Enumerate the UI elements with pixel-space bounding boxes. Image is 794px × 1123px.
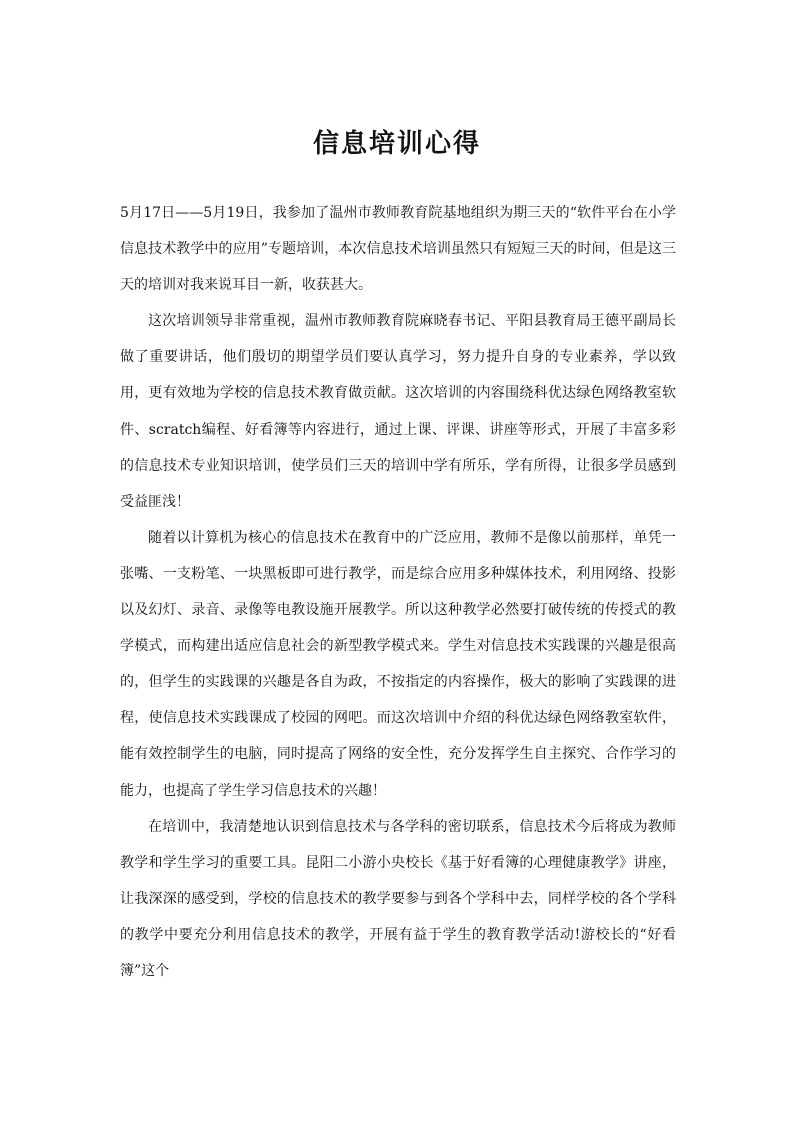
document-body [120, 195, 676, 989]
paragraph-leadership: 这次培训领导非常重视，温州市教师教育院麻晓春书记、平阳县教育局王德平副局长做了重要讲话，他们殷切的期望学员们要认真学习，努力提升自身的专业素养，学以致用，更有效地为学校的信息技术教育做贡献。这次培训的内容围绕科优达绿色网络教室软件、scratch编程、好看簿等内容进行，通过上课、评课、讲座等形式，开展了丰富多彩的信息技术专业知识培训，使学员们三天的培训中学有所乐，学有所得，让很多学员感到受益匪浅！ [120, 313, 676, 510]
paragraph-teaching-mode: 随着以计算机为核心的信息技术在教育中的广泛应用，教师不是像以前那样，单凭一张嘴、一支粉笔、一块黑板即可进行教学，而是综合应用多种媒体技术，利用网络、投影以及幻灯、录音、录像等电教设施开展教学。所以这种教学必然要打破传统的传授式的教学模式，而构建出适应信息社会的新型教学模式来。学生对信息技术实践课的兴趣是很高的，但学生的实践课的兴趣是各自为政，不按指定的内容操作，极大的影响了实践课的进程，使信息技术实践课成了校园的网吧。而这次培训中介绍的科优达绿色网络教室软件，能有效控制学生的电脑，同时提高了网络的安全性，充分发挥学生自主探究、合作学习的能力，也提高了学生学习信息技术的兴趣！ [120, 529, 676, 799]
document-title: 信息培训心得 [312, 129, 481, 159]
paragraph-intro: 5月17日——5月19日，我参加了温州市教师教育院基地组织为期三天的“软件平台在小学信息技术教学中的应用”专题培训，本次信息技术培训虽然只有短短三天的时间，但是这三天的培训对我来说耳目一新，收获甚大。 [120, 205, 676, 294]
paragraph-subject-integration: 在培训中，我清楚地认识到信息技术与各学科的密切联系，信息技术今后将成为教师教学和学生学习的重要工具。昆阳二小游小央校长《基于好看簿的心理健康教学》讲座，让我深深的感受到，学校的信息技术的教学要参与到各个学科中去，同样学校的各个学科的教学中要充分利用信息技术的教学，开展有益于学生的教育教学活动!游校长的“好看簿”这个 [120, 818, 676, 979]
